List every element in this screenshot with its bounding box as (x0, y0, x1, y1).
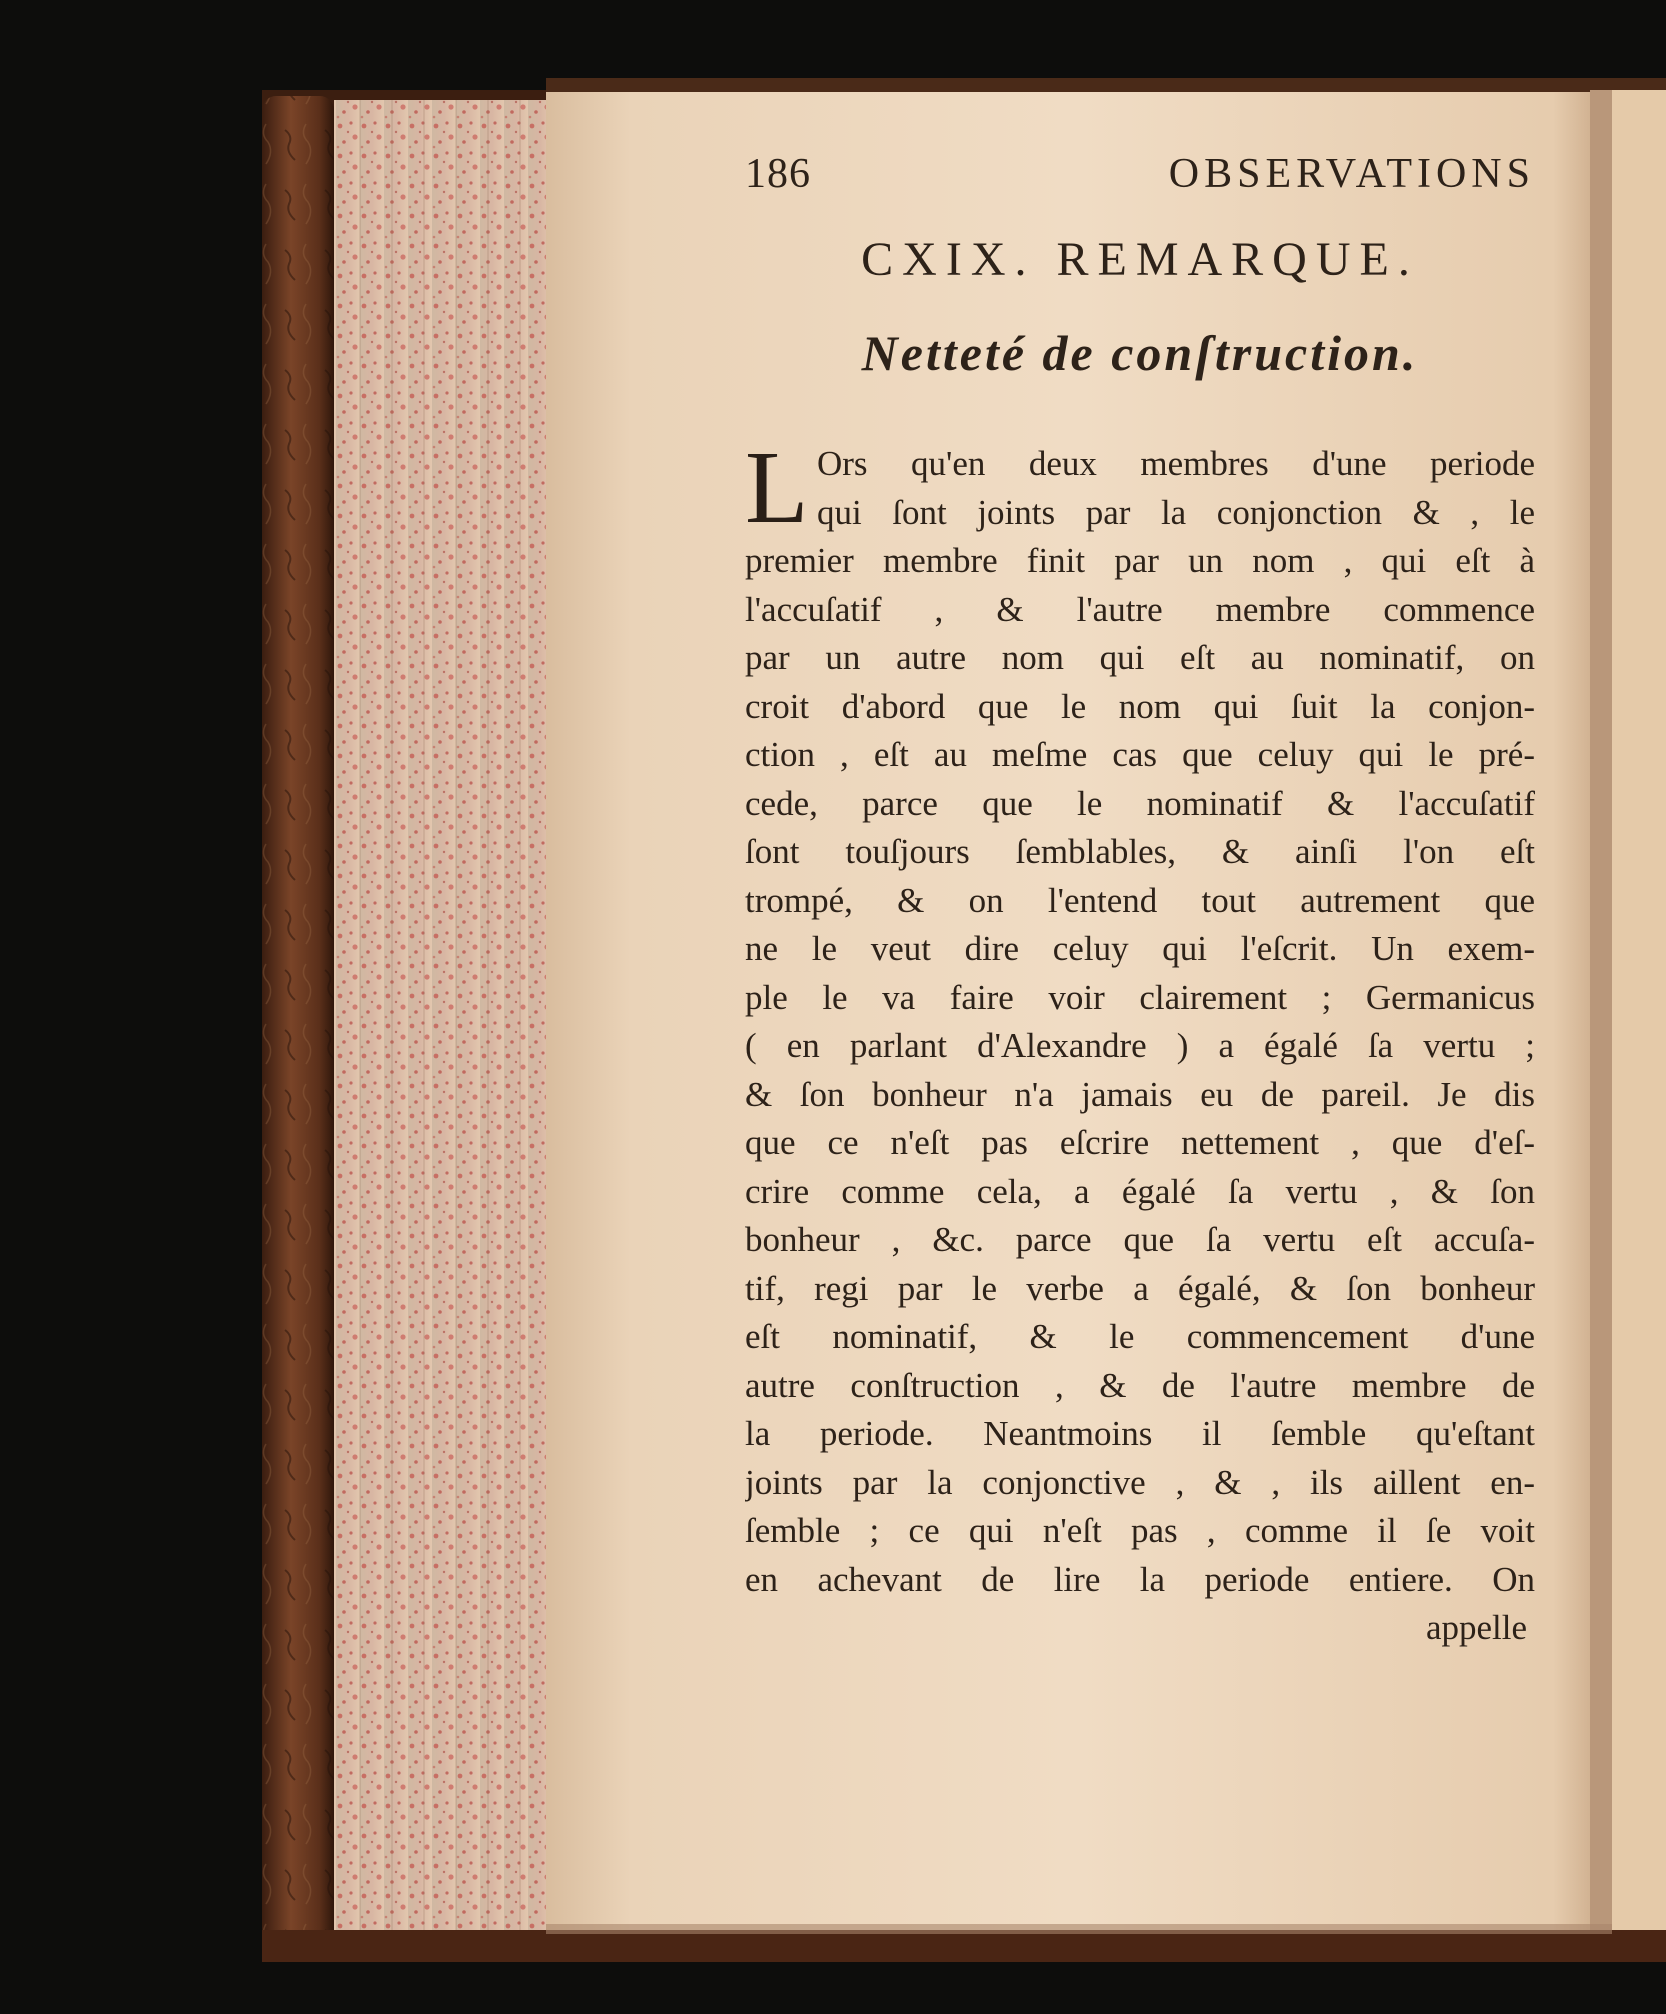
body-line: tif, regi par le verbe a égalé, & ſon bonheur (745, 1268, 1535, 1308)
page-text-block (745, 150, 1535, 1648)
body-line: joints par la conjonctive , & , ils aillent en- (745, 1462, 1535, 1502)
body-line: en achevant de lire la periode entiere. On (745, 1559, 1535, 1599)
gutter-shadow (1590, 90, 1612, 1932)
body-line: par un autre nom qui eſt au nominatif, on (745, 638, 1535, 677)
body-line: trompé, & on l'entend tout autrement que (745, 880, 1535, 920)
body-line: eſt nominatif, & le commencement d'une (745, 1317, 1535, 1356)
body-text (745, 430, 1535, 1604)
body-line: que ce n'eſt pas eſcrire nettement , que d'eſ- (745, 1123, 1535, 1162)
body-line: cede, parce que le nominatif & l'accuſatif (745, 783, 1535, 823)
facing-page-sliver (1612, 90, 1666, 1932)
body-line: qui ſont joints par la conjonction & , le (817, 492, 1535, 532)
body-line: ( en parlant d'Alexandre ) a égalé ſa vertu ; (745, 1026, 1535, 1065)
page-number: 186 (745, 151, 811, 197)
running-head (745, 150, 1535, 210)
body-line: la periode. Neantmoins il ſemble qu'eſtant (745, 1414, 1535, 1453)
body-line: ne le veut dire celuy qui l'eſcrit. Un exem- (745, 929, 1535, 968)
catchword: appelle (1425, 1608, 1527, 1647)
body-line: ſemble ; ce qui n'eſt pas , comme il ſe voit (745, 1511, 1535, 1550)
section-subtitle: Netteté de conſtruction. (861, 325, 1419, 381)
drop-cap: L (745, 430, 809, 545)
body-line: ction , eſt au meſme cas que celuy qui le pré- (745, 735, 1535, 774)
body-line: bonheur , &c. parce que ſa vertu eſt accuſa- (745, 1220, 1535, 1259)
body-line: l'accuſatif , & l'autre membre commence (745, 589, 1535, 629)
body-line: ſont touſjours ſemblables, & ainſi l'on eſt (745, 832, 1535, 871)
body-line: premier membre finit par un nom , qui eſt à (745, 541, 1535, 580)
body-line: Ors qu'en deux membres d'une periode (817, 444, 1535, 483)
running-head-title: OBSERVATIONS (1168, 151, 1535, 197)
body-line: & ſon bonheur n'a jamais eu de pareil. Je dis (745, 1074, 1535, 1114)
body-line: croit d'abord que le nom qui ſuit la conjon- (745, 686, 1535, 726)
section-heading: CXIX. REMARQUE. (861, 233, 1419, 286)
body-line: autre conſtruction , & de l'autre membre de (745, 1365, 1535, 1405)
body-line: ple le va faire voir clairement ; Germanicus (745, 977, 1535, 1017)
page-edges-sprinkled (334, 100, 546, 1950)
body-line: crire comme cela, a égalé ſa vertu , & ſon (745, 1171, 1535, 1211)
